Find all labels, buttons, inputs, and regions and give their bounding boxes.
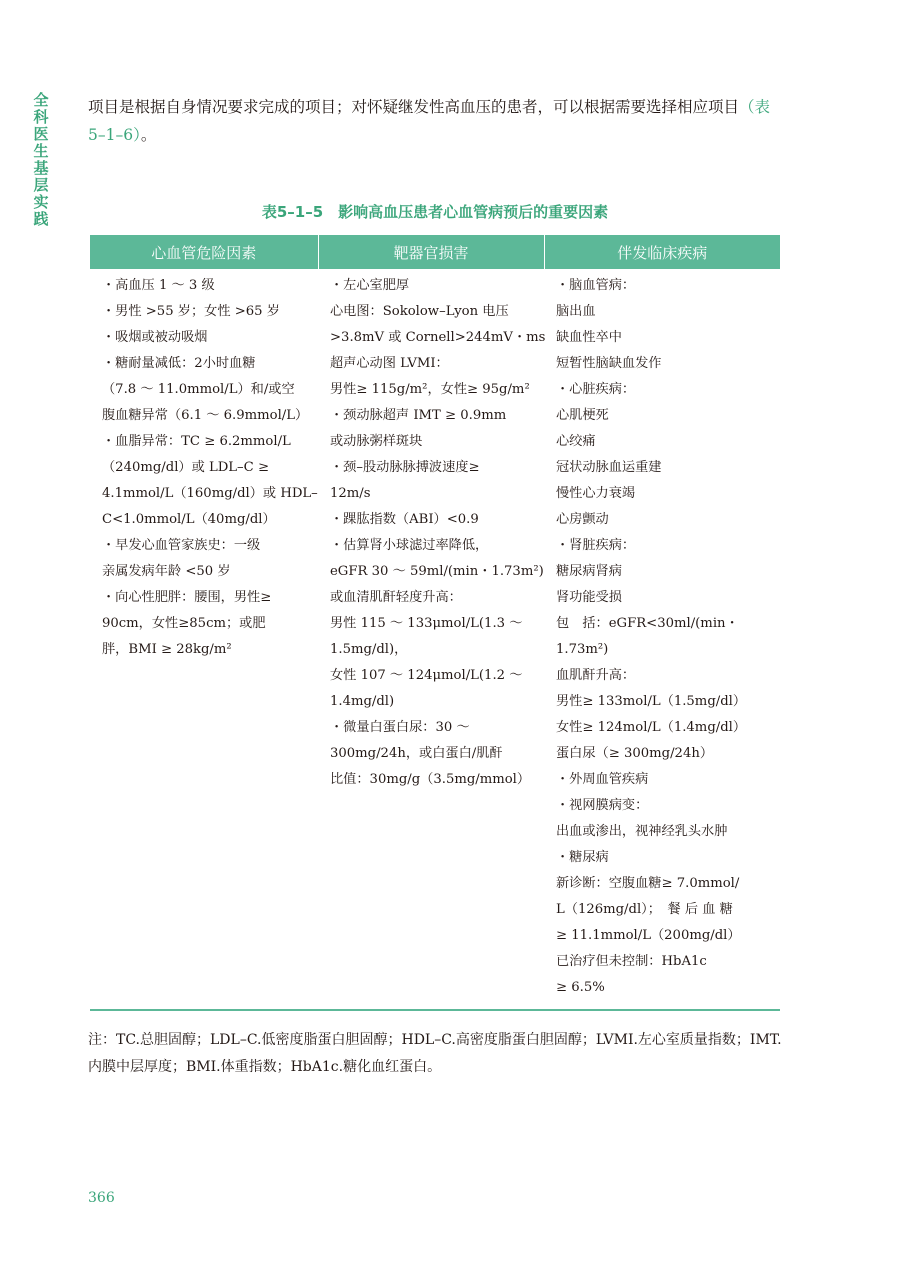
cell-line: 超声心动图 LVMI： (330, 356, 449, 371)
cell-line: ・早发心血管家族史：一级 (102, 538, 261, 553)
cell-line: 短暂性脑缺血发作 (556, 356, 662, 371)
cell-line: 心肌梗死 (556, 408, 609, 423)
cell-line: 蛋白尿（≥ 300mg/24h） (556, 746, 714, 761)
cell-line: ・左心室肥厚 (330, 278, 410, 293)
cell-line: （240mg/dl）或 LDL–C ≥ (102, 460, 269, 475)
cell-line: 出血或渗出，视神经乳头水肿 (556, 824, 728, 839)
risk-factors-table (90, 235, 780, 1011)
cell-line: 脑出血 (556, 304, 596, 319)
cell-line: 腹血糖异常（6.1 ～ 6.9mmol/L） (102, 408, 309, 423)
cell-line: 胖，BMI ≥ 28kg/m² (102, 642, 232, 657)
cell-line: 比值：30mg/g（3.5mg/mmol） (330, 772, 531, 787)
header-cardiovascular-risk-factors: 心血管危险因素 (90, 235, 318, 269)
intro-end: 。 (140, 126, 157, 144)
table-row (90, 269, 780, 1010)
table-reference-link[interactable]: （表5–1–6） (88, 98, 771, 144)
cell-line: 新诊断：空腹血糖≥ 7.0mmol/ (556, 876, 740, 891)
cell-line: 男性≥ 115g/m²，女性≥ 95g/m² (330, 382, 530, 397)
cell-line: C<1.0mmol/L（40mg/dl） (102, 512, 276, 527)
cell-line: 肾功能受损 (556, 590, 622, 605)
cell-line: 包 括：eGFR<30ml/(min・ (556, 616, 739, 631)
cell-line: 亲属发病年龄 <50 岁 (102, 564, 231, 579)
cell-line: ・糖耐量减低：2小时血糖 (102, 356, 256, 371)
cell-line: ・估算肾小球滤过率降低， (330, 538, 489, 553)
cell-line: 90cm，女性≥85cm；或肥 (102, 616, 266, 631)
cell-line: 12m/s (330, 486, 371, 501)
cell-line: 心电图：Sokolow–Lyon 电压 (330, 304, 509, 319)
intro-text: 项目是根据自身情况要求完成的项目；对怀疑继发性高血压的患者，可以根据需要选择相应项目 (88, 98, 740, 116)
cell-line: ・高血压 1 ～ 3 级 (102, 278, 215, 293)
cell-line: ・微量白蛋白尿：30 ～ (330, 720, 470, 735)
cell-line: 心房颤动 (556, 512, 609, 527)
cell-line: 4.1mmol/L（160mg/dl）或 HDL– (102, 486, 318, 501)
cell-line: ・颈–股动脉脉搏波速度≥ (330, 460, 480, 475)
cell-line: >3.8mV 或 Cornell>244mV・ms (330, 330, 546, 345)
cell-line: 男性≥ 133mol/L（1.5mg/dl） (556, 694, 747, 709)
cell-line: 慢性心力衰竭 (556, 486, 636, 501)
cell-line: 或动脉粥样斑块 (330, 434, 423, 449)
clinical-conditions-cell (544, 269, 780, 1010)
cell-line: ・踝肱指数（ABI）<0.9 (330, 512, 479, 527)
cell-line: 已治疗但未控制：HbA1c (556, 954, 707, 969)
cell-line: 1.73m²) (556, 642, 609, 657)
cell-line: ・血脂异常：TC ≥ 6.2mmol/L (102, 434, 291, 449)
cell-line: ・脑血管病： (556, 278, 636, 293)
cell-line: ・肾脏疾病： (556, 538, 636, 553)
cell-line: 女性 107 ～ 124μmol/L(1.2 ～ (330, 668, 523, 683)
cell-line: ・颈动脉超声 IMT ≥ 0.9mm (330, 408, 507, 423)
target-organ-damage-cell (318, 269, 544, 1010)
cell-line: ・向心性肥胖：腰围，男性≥ (102, 590, 272, 605)
cell-line: 男性 115 ～ 133μmol/L(1.3 ～ (330, 616, 523, 631)
cell-line: （7.8 ～ 11.0mmol/L）和/或空 (102, 382, 295, 397)
table-footnote: 注：TC.总胆固醇；LDL–C.低密度脂蛋白胆固醇；HDL–C.高密度脂蛋白胆固醇；LVMI.左心室质量指数；IMT.内膜中层厚度；BMI.体重指数；HbA1c.糖化血红蛋白。 (88, 1032, 782, 1075)
chapter-side-tab: 全科医生基层实践 (33, 91, 49, 228)
cardiovascular-risk-factors-cell (90, 269, 318, 1010)
cell-line: 或血清肌酐轻度升高： (330, 590, 462, 605)
cell-line: eGFR 30 ～ 59ml/(min・1.73m²) (330, 564, 544, 579)
cell-line: ・糖尿病 (556, 850, 609, 865)
cell-line: 冠状动脉血运重建 (556, 460, 662, 475)
cell-line: 女性≥ 124mol/L（1.4mg/dl） (556, 720, 747, 735)
table-header-row (90, 235, 780, 269)
cell-line: 1.4mg/dl) (330, 694, 395, 709)
cell-line: 心绞痛 (556, 434, 596, 449)
cell-line: ・视网膜病变： (556, 798, 649, 813)
page-number: 366 (88, 1190, 115, 1206)
cell-line: 缺血性卒中 (556, 330, 622, 345)
intro-paragraph (88, 93, 782, 149)
cell-line: ・男性 >55 岁；女性 >65 岁 (102, 304, 280, 319)
cell-line: 血肌酐升高： (556, 668, 636, 683)
cell-line: ≥ 6.5% (556, 980, 605, 995)
cell-line: ・外周血管疾病 (556, 772, 649, 787)
cell-line: 1.5mg/dl)， (330, 642, 408, 657)
cell-line: ・心脏疾病： (556, 382, 636, 397)
table-title: 表5–1–5 影响高血压患者心血管病预后的重要因素 (261, 203, 609, 221)
cell-line: ≥ 11.1mmol/L（200mg/dl） (556, 928, 741, 943)
cell-line: L（126mg/dl）； 餐 后 血 糖 (556, 902, 733, 917)
header-clinical-conditions: 伴发临床疾病 (544, 235, 780, 269)
cell-line: 糖尿病肾病 (556, 564, 622, 579)
cell-line: ・吸烟或被动吸烟 (102, 330, 208, 345)
header-target-organ-damage: 靶器官损害 (318, 235, 544, 269)
cell-line: 300mg/24h，或白蛋白/肌酐 (330, 746, 503, 761)
